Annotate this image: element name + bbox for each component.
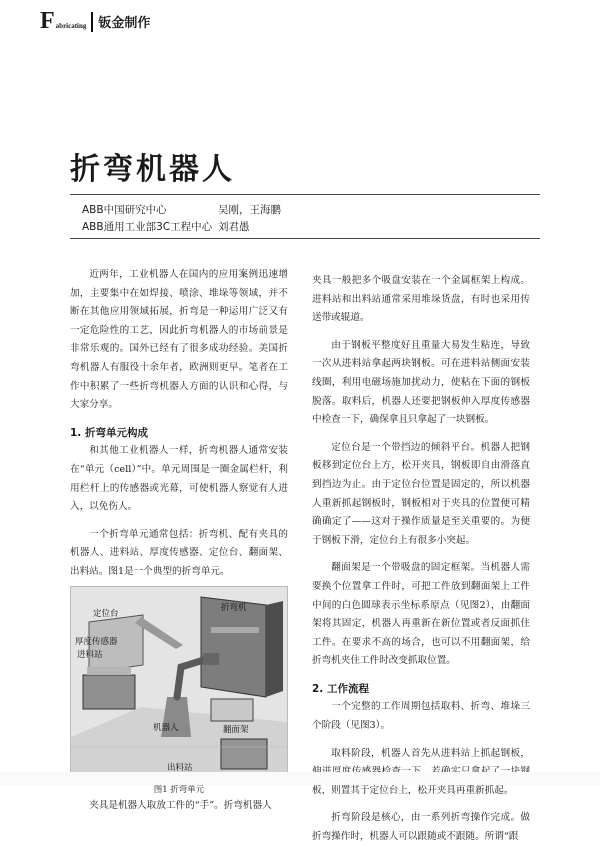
section2-heading: 2. 工作流程 (312, 682, 369, 695)
section1-heading: 1. 折弯单元构成 (70, 426, 148, 439)
header-logo-small-text: abricating (55, 22, 87, 30)
article-title: 折弯机器人 (70, 152, 235, 187)
paragraph-thickness-sensor: 由于钢板平整度好且重量大易发生粘连，导致一次从进料站拿起两块钢板。可在进料站侧面安装线圈，利用电磁场施加扰动力，使粘在下面的钢板脱落。取料后，机器人还要把钢板伸入厚度传感器中检查一下，确保拿且只拿起了一块钢板。 (312, 339, 530, 426)
paragraph-picking-stage: 取料阶段，机器人首先从进料站上抓起钢板， 板，则置其于定位台上，松开夹具再重新抓起。 (312, 747, 530, 796)
label-thickness-sensor: 厚度传感器 (75, 636, 118, 647)
author-org-2: ABB通用工业部3C工程中心 (82, 221, 213, 233)
page-footer-strip (0, 772, 600, 785)
paragraph-flip-frame: 翻面架是一个带吸盘的固定框架。当机器人需要换个位置拿工件时，可把工件放到翻面架上工件中间的白色圆球表示坐标系原点（见图2），由翻面架将其固定，机器人再重新在新位置或者反面抓住工件。在要求不高的场合，也可以不用翻面架，给折弯机夹住工件时改变抓取位置。 (312, 562, 530, 667)
author-rule-top (70, 194, 540, 195)
label-outfeed-station: 出料站 (167, 762, 193, 773)
right-column (312, 272, 530, 847)
author-names-2: 刘君愚 (218, 221, 250, 233)
paragraph-gripper-cont: 夹具一般把多个吸盘安装在一个金属框架上构成。进料站和出料站通常采用堆垛货盘，有时也采用传送带或辊道。 (312, 275, 530, 324)
left-column (70, 266, 288, 815)
intro-paragraph: 近两年，工业机器人在国内的应用案例迅速增加，主要集中在如焊接、喷涂、堆垛等领域，并不断在其他应用领域拓展，折弯是一种运用广泛又有一定危险性的工艺，因此折弯机器人的市场前景是非常乐观的。国外已经有了很多成功经验。美国折弯机器人有服役十余年者，欧洲则更早。笔者在工作中积累了一些折弯机器人方面的认识和心得，与大家分享。 (70, 269, 288, 411)
running-header (40, 8, 150, 32)
header-divider (91, 12, 93, 32)
author-names-1: 吴刚，王海鹏 (218, 204, 281, 216)
label-press-brake: 折弯机 (221, 602, 247, 613)
header-section-name: 钣金制作 (98, 16, 151, 31)
paragraph-bending-stage: 折弯阶段是核心，由一系列折弯操作完成。做折弯操作时，机器人可以跟随或不跟随。所谓“跟 (312, 812, 530, 843)
figure-caption: 图1 折弯单元 (153, 784, 205, 795)
paragraph-workflow: 一个完整的工作周期包括取料、折弯、堆垛三个阶段（见图3）。 (312, 701, 530, 732)
left-trailing-text: 夹具是机器人取放工件的“手”。折弯机器人 (89, 799, 272, 811)
label-robot: 机器人 (153, 722, 179, 733)
label-infeed-station: 进料站 (77, 649, 103, 660)
paragraph-positioning-table: 定位台是一个带挡边的倾斜平台。机器人把钢板移到定位台上方，松开夹具，钢板即自由滑落直到挡边为止。由于定位台位置是固定的，所以机器人重新抓起钢板时，钢板相对于夹具的位置便可精确确定了——这对于操作质量是至关重要的。为便于钢板下滑，定位台上有很多小突起。 (312, 441, 530, 546)
header-logo-letter: F (40, 8, 55, 34)
section1-paragraph-1: 和其他工业机器人一样，折弯机器人通常安装在“单元（cell）”中。单元周围是一圈金属栏杆，利用栏杆上的传感器或光幕，可使机器人察觉有人进入，以免伤人。 (70, 445, 288, 513)
section1-paragraph-2: 一个折弯单元通常包括：折弯机、配有夹具的机器人、进料站、厚度传感器、定位台、翻面架、出料站。图1是一个典型的折弯单元。 (70, 528, 288, 577)
figure-bending-cell (70, 586, 288, 778)
author-rule-bottom (70, 238, 540, 239)
label-flip-frame: 翻面架 (223, 724, 249, 735)
author-org-1: ABB中国研究中心 (82, 204, 167, 216)
label-positioning-table: 定位台 (93, 608, 119, 619)
